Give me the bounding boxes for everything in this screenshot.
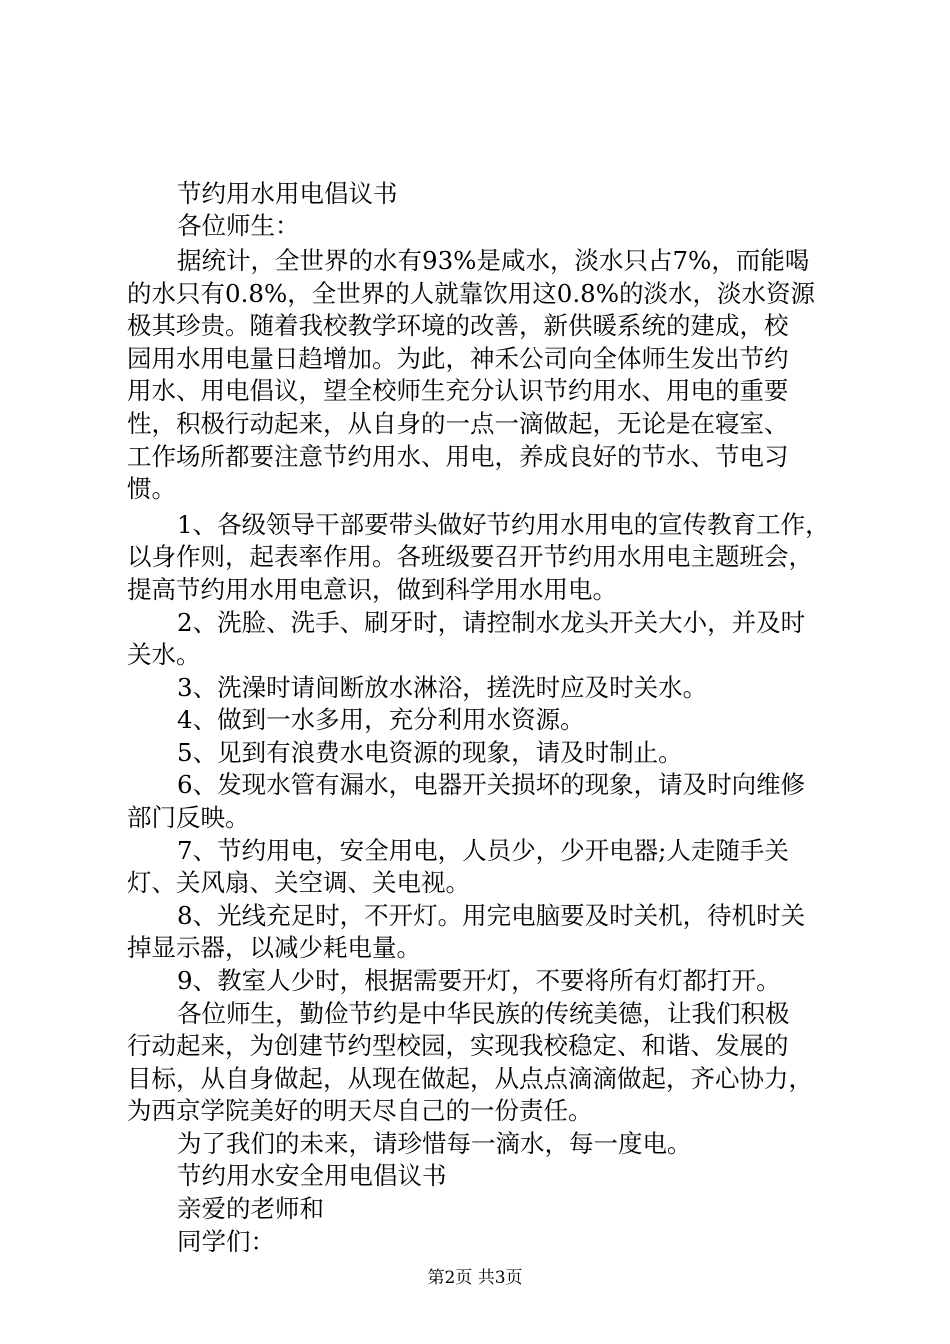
paragraph-line: 极其珍贵。随着我校教学环境的改善，新供暖系统的建成，校 (127, 311, 789, 340)
paragraph-line: 园用水用电量日趋增加。为此，神禾公司向全体师生发出节约 (127, 344, 789, 373)
paragraph-line: 据统计，全世界的水有93%是咸水，淡水只占7%，而能喝 (177, 246, 810, 275)
list-item-line: 提高节约用水用电意识，做到科学用水用电。 (127, 575, 617, 604)
paragraph-line: 各位师生，勤俭节约是中华民族的传统美德，让我们积极 (177, 999, 790, 1028)
list-item-line: 5、见到有浪费水电资源的现象，请及时制止。 (177, 738, 683, 767)
list-item-line: 9、教室人少时，根据需要开灯，不要将所有灯都打开。 (177, 966, 781, 995)
list-item-line: 掉显示器，以减少耗电量。 (127, 933, 421, 962)
list-item-line: 3、洗澡时请间断放水淋浴，搓洗时应及时关水。 (177, 673, 708, 702)
paragraph-line: 惯。 (127, 474, 176, 503)
salutation: 同学们： (177, 1227, 275, 1256)
paragraph-line: 行动起来，为创建节约型校园，实现我校稳定、和谐、发展的 (127, 1031, 789, 1060)
second-document-title: 节约用水安全用电倡议书 (177, 1161, 447, 1190)
list-item-line: 6、发现水管有漏水，电器开关损坏的现象，请及时向维修 (177, 770, 806, 799)
list-item-line: 2、洗脸、洗手、刷牙时，请控制水龙头开关大小，并及时 (177, 608, 806, 637)
list-item-line: 以身作则，起表率作用。各班级要召开节约用水用电主题班会， (127, 542, 813, 571)
list-item-line: 部门反映。 (127, 803, 250, 832)
list-item-line: 7、节约用电，安全用电，人员少，少开电器;人走随手关 (177, 836, 789, 865)
list-item-line: 1、各级领导干部要带头做好节约用水用电的宣传教育工作， (177, 510, 830, 539)
salutation: 亲爱的老师和 (177, 1194, 324, 1223)
list-item-line: 4、做到一水多用，充分利用水资源。 (177, 705, 585, 734)
salutation: 各位师生： (177, 211, 300, 240)
paragraph-line: 性，积极行动起来，从自身的一点一滴做起，无论是在寝室、 (127, 409, 789, 438)
page-number-footer: 第2页 共3页 (427, 1268, 523, 1288)
list-item-line: 关水。 (127, 640, 201, 669)
paragraph-line: 为西京学院美好的明天尽自己的一份责任。 (127, 1096, 593, 1125)
paragraph-line: 工作场所都要注意节约用水、用电，养成良好的节水、节电习 (127, 442, 789, 471)
paragraph-line: 目标，从自身做起，从现在做起，从点点滴滴做起，齐心协力， (127, 1064, 813, 1093)
paragraph-line: 的水只有0.8%，全世界的人就靠饮用这0.8%的淡水，淡水资源 (127, 279, 815, 308)
paragraph-line: 用水、用电倡议，望全校师生充分认识节约用水、用电的重要 (127, 376, 789, 405)
list-item-line: 灯、关风扇、关空调、关电视。 (127, 868, 470, 897)
list-item-line: 8、光线充足时，不开灯。用完电脑要及时关机，待机时关 (177, 901, 806, 930)
closing-line: 为了我们的未来，请珍惜每一滴水，每一度电。 (177, 1129, 692, 1158)
document-title: 节约用水用电倡议书 (177, 179, 398, 208)
